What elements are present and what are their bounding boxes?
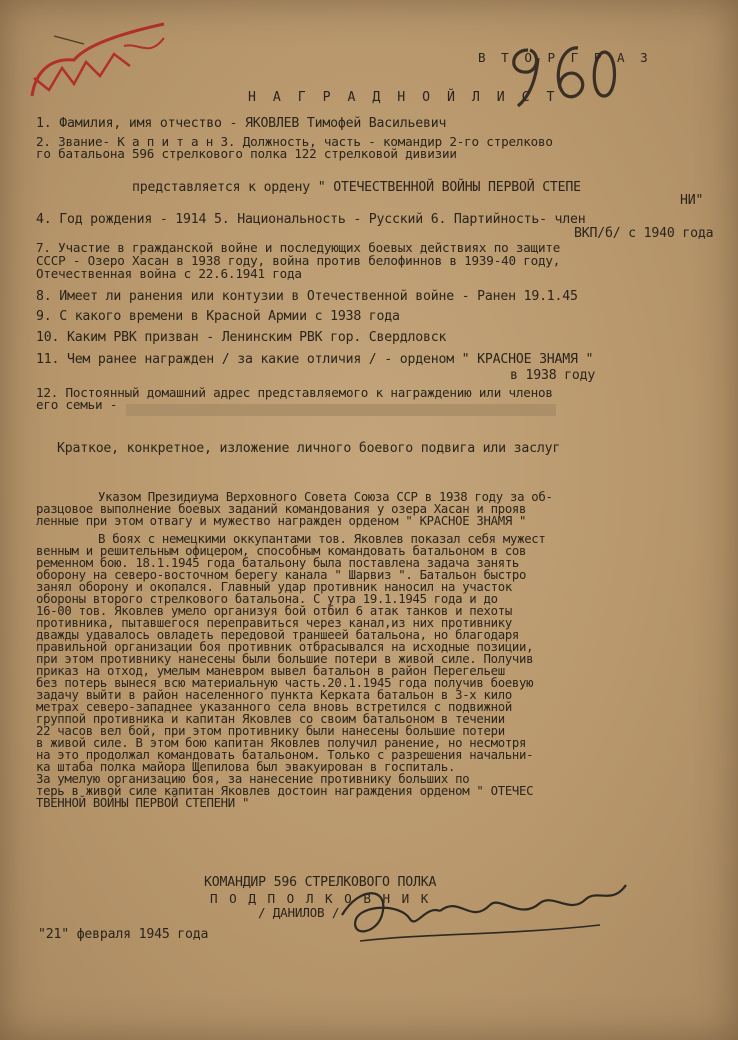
commander-signature xyxy=(330,875,630,955)
citation-line: занял оборону и окопался. Главный удар противник наносил на участок xyxy=(36,580,512,594)
citation-line: в живой силе. В этом бою капитан Яковлев получил ранение, но несмотря xyxy=(36,736,527,750)
field-8-wounds: 8. Имеет ли ранения или контузии в Отечественной войне - Ранен 19.1.45 xyxy=(36,289,578,304)
citation-line: венным и решительным офицером, способным командовать батальоном в сов xyxy=(36,544,527,558)
field-12-family: его семьи - xyxy=(36,397,118,412)
field-7-line-2: СССР - Озеро Хасан в 1938 году, война против белофиннов в 1939-40 году, xyxy=(36,253,561,268)
citation-line: дважды удавалось овладеть передовой траншеей батальона, но благодаря xyxy=(36,628,520,642)
document-date: "21" февраля 1945 года xyxy=(38,927,209,942)
field-4-6-line-2: ВКП/б/ с 1940 года xyxy=(574,226,714,241)
citation-line: на это продолжал командовать батальоном. Только с разрешения начальни- xyxy=(36,748,534,762)
citation-line: противника, пытавшегося переправиться через канал,из них противнику xyxy=(36,616,512,630)
citation-line: при этом противнику нанесены были большие потери в живой силе. Получив xyxy=(36,652,534,666)
citation-line: терь в живой силе капитан Яковлев достоин награждения орденом " ОТЕЧЕС xyxy=(36,784,534,798)
field-1-name: 1. Фамилия, имя отчество - ЯКОВЛЕВ Тимофей Васильевич xyxy=(36,116,447,131)
field-10-draft: 10. Каким РВК призван - Ленинским РВК гор. Свердловск xyxy=(36,330,447,345)
field-7-line-3: Отечественная война с 22.6.1941 года xyxy=(36,266,302,281)
redacted-address xyxy=(126,404,556,416)
citation-line: ленные при этом отвагу и мужество награжден орденом " КРАСНОЕ ЗНАМЯ " xyxy=(36,514,527,528)
page-title: Н А Г Р А Д Н О Й Л И С Т xyxy=(248,90,559,105)
field-11-year: в 1938 году xyxy=(510,368,596,383)
field-2-rank-line-2: го батальона 596 стрелкового полка 122 стрелковой дивизии xyxy=(36,146,457,161)
citation-line: 16-00 тов. Яковлев умело организуя бой отбил 6 атак танков и пехоты xyxy=(36,604,512,618)
citation-line: Указом Президиума Верховного Совета Союза ССР в 1938 году за об- xyxy=(98,490,553,504)
field-11-awards: 11. Чем ранее награжден / за какие отличия / - орденом " КРАСНОЕ ЗНАМЯ " xyxy=(36,352,594,367)
citation-line: В боях с немецкими оккупантами тов. Яковлев показал себя мужест xyxy=(98,532,546,546)
citation-line: За умелую организацию боя, за нанесение противнику больших по xyxy=(36,772,470,786)
form-order-header: В Т О Р Г Р А З xyxy=(478,50,652,65)
field-12-address: 12. Постоянный домашний адрес представляемого к награждению или членов xyxy=(36,385,553,400)
citation-line: разцовое выполнение боевых заданий командования у озера Хасан и прояв xyxy=(36,502,527,516)
citation-line: правильной организации боя противник отбрасывался на исходные позиции, xyxy=(36,640,534,654)
citation-line: приказ на отход, умелым маневром вывел батальон в район Перегельеш xyxy=(36,664,505,678)
nomination-line-end: НИ" xyxy=(680,193,704,208)
field-2-rank-line-1: 2. Звание- К а п и т а н 3. Должность, часть - командир 2-го стрелково xyxy=(36,134,553,149)
citation-line: обороны второго стрелкового батальона. С утра 19.1.1945 года и до xyxy=(36,592,498,606)
field-9-service: 9. С какого времени в Красной Армии с 1938 года xyxy=(36,309,400,324)
red-handwritten-stamp xyxy=(14,18,174,108)
citation-line: метрах северо-западнее указанного села вновь встретился с подвижной xyxy=(36,700,512,714)
commander-title: КОМАНДИР 596 СТРЕЛКОВОГО ПОЛКА xyxy=(204,875,437,890)
citation-line: группой противника и капитан Яковлев со своим батальоном в течении xyxy=(36,712,505,726)
citation-line: ТВЕННОЙ ВОЙНЫ ПЕРВОЙ СТЕПЕНИ " xyxy=(36,796,250,810)
citation-line: без потерь вынеся всю материальную часть.20.1.1945 года получив боевую xyxy=(36,676,534,690)
lieutenant-colonel-label: П О Д П О Л К О В Н И К xyxy=(210,891,431,906)
nomination-line: представляется к ордену " ОТЕЧЕСТВЕННОЙ ВОЙНЫ ПЕРВОЙ СТЕПЕ xyxy=(132,180,581,195)
field-4-6-line-1: 4. Год рождения - 1914 5. Национальность - Русский 6. Партийность- член xyxy=(36,212,586,227)
citation-line: ка штаба полка майора Щепилова был эвакуирован в госпиталь. xyxy=(36,760,456,774)
citation-line: 22 часов вел бой, при этом противнику были нанесены большие потери xyxy=(36,724,505,738)
section-heading: Краткое, конкретное, изложение личного боевого подвига или заслуг xyxy=(57,441,561,456)
citation-line: оборону на северо-восточном берегу канала " Шарвиз ". Батальон быстро xyxy=(36,568,527,582)
citation-line: ременном бою. 18.1.1945 года батальону была поставлена задача занять xyxy=(36,556,520,570)
citation-line: задачу выйти в район населенного пункта Керката батальон в 3-х кило xyxy=(36,688,512,702)
commander-name: / ДАНИЛОВ / xyxy=(258,905,340,920)
field-7-line-1: 7. Участие в гражданской войне и последующих боевых действиях по защите xyxy=(36,240,561,255)
